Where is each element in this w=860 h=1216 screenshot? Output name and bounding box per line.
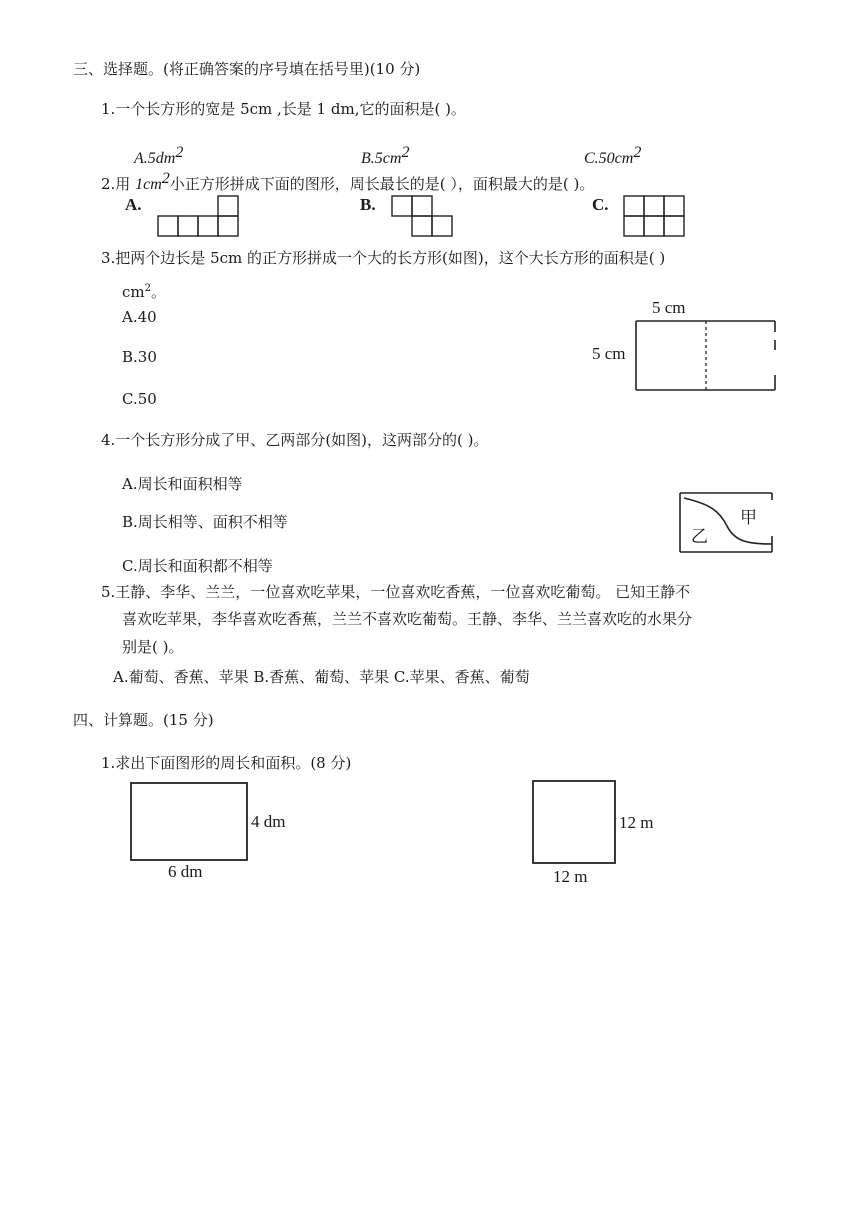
question-4-text: 4.一个长方形分成了甲、乙两部分(如图)，这两部分的( )。 bbox=[101, 431, 489, 449]
question-5-line-3: 别是( )。 bbox=[122, 638, 184, 656]
q4-option-c: C.周长和面积都不相等 bbox=[122, 557, 273, 575]
q4-figure-right-label: 甲 bbox=[740, 508, 757, 528]
question-1-text: 1.一个长方形的宽是 5cm ,长是 1 dm,它的面积是( )。 bbox=[101, 100, 466, 118]
q5-options: A.葡萄、香蕉、苹果 B.香蕉、葡萄、苹果 C.苹果、香蕉、葡萄 bbox=[113, 668, 530, 686]
q2-figure-b bbox=[391, 196, 453, 238]
square-bottom-label: 12 m bbox=[553, 867, 588, 886]
question-5-line-2: 喜欢吃苹果，李华喜欢吃香蕉，兰兰不喜欢吃葡萄。王静、李华、兰兰喜欢吃的水果分 bbox=[122, 610, 693, 628]
square-side-label: 12 m bbox=[619, 813, 654, 832]
q1-option-a: $A.5dm^2$ bbox=[134, 144, 184, 167]
section-4-heading: 四、计算题。(15 分) bbox=[73, 711, 214, 729]
question-3-text: 3.把两个边长是 5cm 的正方形拼成一个大的长方形(如图)，这个大长方形的面积是( ) bbox=[101, 249, 666, 267]
q4-option-a: A.周长和面积相等 bbox=[122, 475, 243, 493]
rectangle-bottom-label: 6 dm bbox=[168, 862, 203, 881]
question-2-text: 2.用 $1cm^2$小正方形拼成下面的图形，周长最长的是( ），面积最大的是( )。 bbox=[101, 170, 595, 193]
q3-figure bbox=[635, 320, 777, 392]
q4-figure-left-label: 乙 bbox=[691, 527, 708, 547]
q3-option-b: B.30 bbox=[122, 348, 157, 366]
section-4-question-1-text: 1.求出下面图形的周长和面积。(8 分) bbox=[101, 754, 352, 772]
q1-option-c: $C.50cm^2$ bbox=[584, 144, 642, 167]
rectangle-figure bbox=[130, 782, 250, 862]
question-5-line-1: 5.王静、李华、兰兰，一位喜欢吃苹果，一位喜欢吃香蕉，一位喜欢吃葡萄。 已知王静不 bbox=[101, 583, 691, 601]
section-3-heading: 三、选择题。(将正确答案的序号填在括号里)(10 分) bbox=[73, 60, 421, 78]
q2-figure-c-label: C. bbox=[592, 195, 609, 214]
q2-figure-a-label: A. bbox=[125, 195, 142, 214]
question-3-text-cont: $cm^2$。 bbox=[122, 283, 167, 301]
rectangle-side-label: 4 dm bbox=[251, 812, 286, 831]
q2-figure-a bbox=[157, 196, 239, 238]
q2-figure-b-label: B. bbox=[360, 195, 376, 214]
q4-option-b: B.周长相等、面积不相等 bbox=[122, 513, 288, 531]
q3-option-c: C.50 bbox=[122, 390, 157, 408]
q3-figure-top-label: 5 cm bbox=[652, 298, 686, 317]
q2-figure-c bbox=[623, 196, 685, 238]
square-figure bbox=[532, 780, 618, 866]
q3-figure-left-label: 5 cm bbox=[592, 344, 626, 363]
q3-option-a: A.40 bbox=[122, 308, 157, 326]
q1-option-b: $B.5cm^2$ bbox=[361, 144, 410, 167]
